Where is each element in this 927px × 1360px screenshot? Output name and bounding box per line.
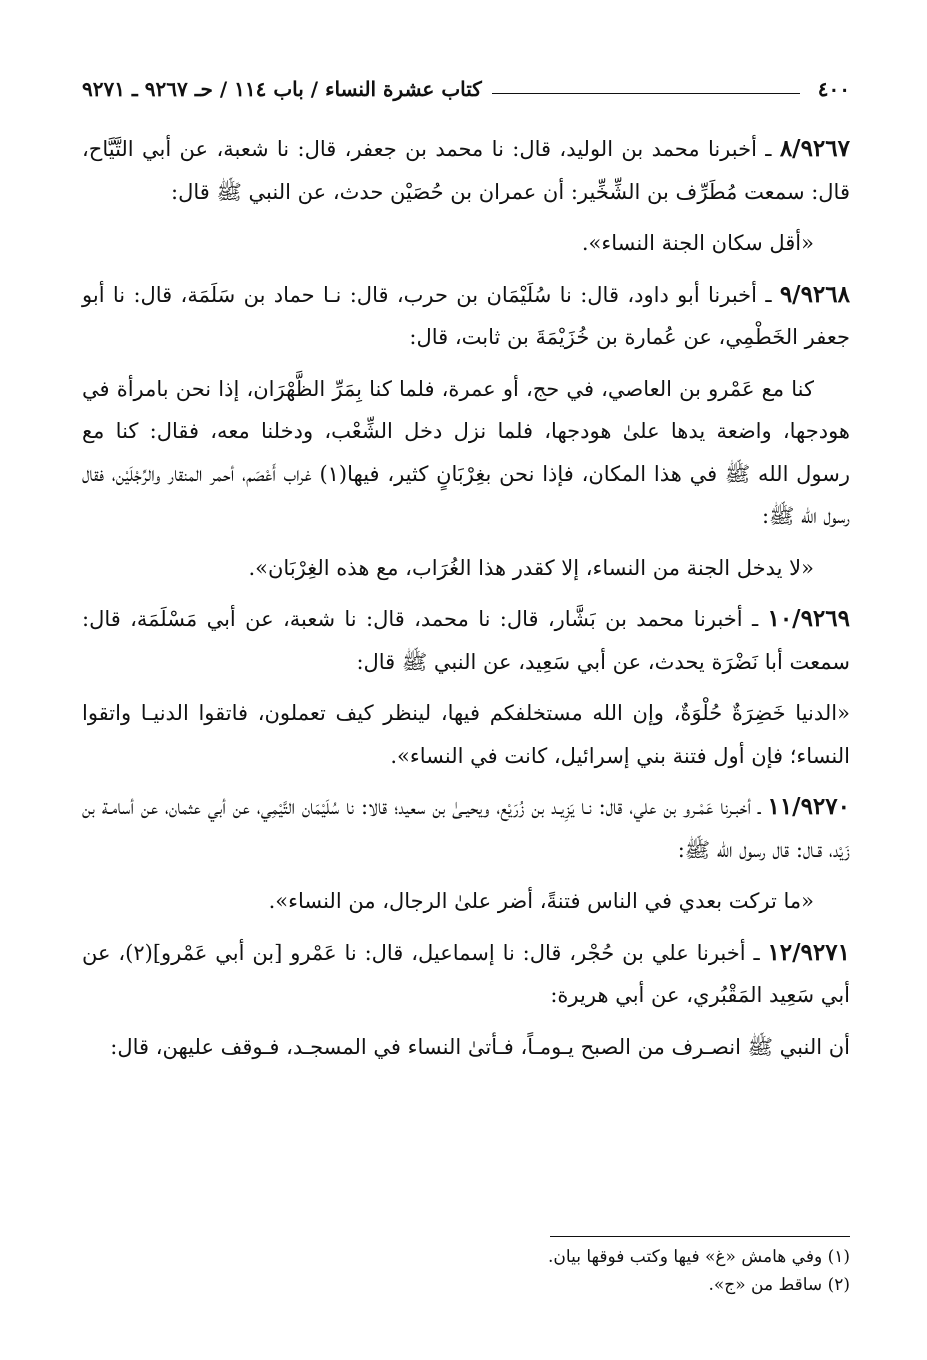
hadith-number: ١٢/٩٢٧١	[767, 938, 850, 966]
hadith-matn: «ما تركت بعدي في الناس فتنةً، أضر علىٰ الرجال، من النساء».	[268, 889, 814, 913]
hadith-narrative: كنا مع عَمْرو بن العاصي، في حج، أو عمرة، فلما كنا بِمَرِّ الظَّهْرَان، إذا نحن بامرأة في هودجها، واضعة يدها علىٰ هودجها، فلما نزل دخل الشِّعْب، ودخلنا معه، فقال: كنا مع رسول الله ﷺ في هذا المكان، فإذا نحن بغِرْبَانٍ كثير، فيها(١) غراب أَعْصَم، أحمر المنقار والرِّجْلَيْن، فقال رسول الله ﷺ:	[82, 376, 851, 528]
hadith-9271	[82, 932, 850, 1017]
hadith-isnad: ـ أخبـرنا عَمْـرو بن علي، قال: نـا يَزِيـد بن زُرَيْع، ويحيـىٰ بن سعيد؛ قالا: نا سُلَيْمَان التَّيْمِي، عن أبي عثمان، عن أسامـة بن زَيْد، قـال: قال رسول الله ﷺ:	[82, 795, 850, 862]
footnote-2: (٢) ساقط من «ج».	[708, 1275, 850, 1295]
hadith-9270	[82, 786, 850, 871]
hadith-9269	[82, 598, 850, 683]
hadith-isnad: ـ أخبرنا أبو داود، قال: نا سُلَيْمَان بن حرب، قال: نـا حماد بن سَلَمَة، قال: نا أبو جعفر الخَطْمِي، عن عُمارة بن خُزَيْمَةَ بن ثابت، قال:	[82, 282, 850, 349]
hadith-number: ٩/٩٢٦٨	[779, 280, 850, 308]
hadith-isnad: ـ أخبرنا علي بن حُجْر، قال: نا إسماعيل، قال: نا عَمْرو [بن أبي عَمْرو](٢)، عن أبي سَعِيد المَقْبُري، عن أبي هريرة:	[82, 940, 850, 1007]
hadith-9268	[82, 274, 850, 359]
hadith-isnad: ـ أخبرنا محمد بن بَشَّار، قال: نا محمد، قال: نا شعبة، عن أبي مَسْلَمَة، قال: سمعت أبا نَضْرَة يحدث، عن أبي سَعِيد، عن النبي ﷺ قال:	[82, 607, 850, 674]
hadith-matn: «الدنيا خَضِرَةٌ حُلْوَةٌ، وإن الله مستخلفكم فيها، لينظر كيف تعملون، فاتقوا الدنيـا واتقوا النساء؛ فإن أول فتنة بني إسرائيل، كانت في النساء».	[82, 701, 850, 768]
hadith-9267	[82, 128, 850, 213]
running-title: كتاب عشرة النساء / باب ١١٤ / حـ ٩٢٦٧ ـ ٩٢٧١	[82, 77, 482, 101]
footnote-1: (١) وفي هامش «غ» فيها وكتب فوقها بيان.	[548, 1247, 850, 1267]
hadith-matn: «لا يدخل الجنة من النساء، إلا كقدر هذا الغُرَاب، مع هذه الغِرْبَان».	[248, 555, 814, 580]
page-number: ٤٠٠	[817, 77, 850, 101]
hadith-isnad: ـ أخبرنا محمد بن الوليد، قال: نا محمد بن جعفر، قال: نا شعبة، عن أبي التَّيَّاح، قال: سمعت مُطَرِّف بن الشِّخِّير: أن عمران بن حُصَيْن حدث، عن النبي ﷺ قال:	[82, 137, 850, 204]
footnotes	[82, 1236, 850, 1299]
hadith-number: ٨/٩٢٦٧	[779, 135, 850, 162]
hadith-matn: «أقل سكان الجنة النساء».	[581, 231, 814, 255]
hadith-number: ١١/٩٢٧٠	[767, 793, 850, 820]
page-header	[82, 72, 850, 106]
body-text	[82, 128, 850, 1077]
footnote-rule	[550, 1236, 850, 1237]
hadith-matn: أن النبي ﷺ انصـرف من الصبح يـومـاً، فـأتىٰ النساء في المسجـد، فـوقف عليهن، قال:	[110, 1034, 850, 1059]
hadith-number: ١٠/٩٢٦٩	[767, 605, 850, 632]
header-rule	[492, 93, 800, 94]
